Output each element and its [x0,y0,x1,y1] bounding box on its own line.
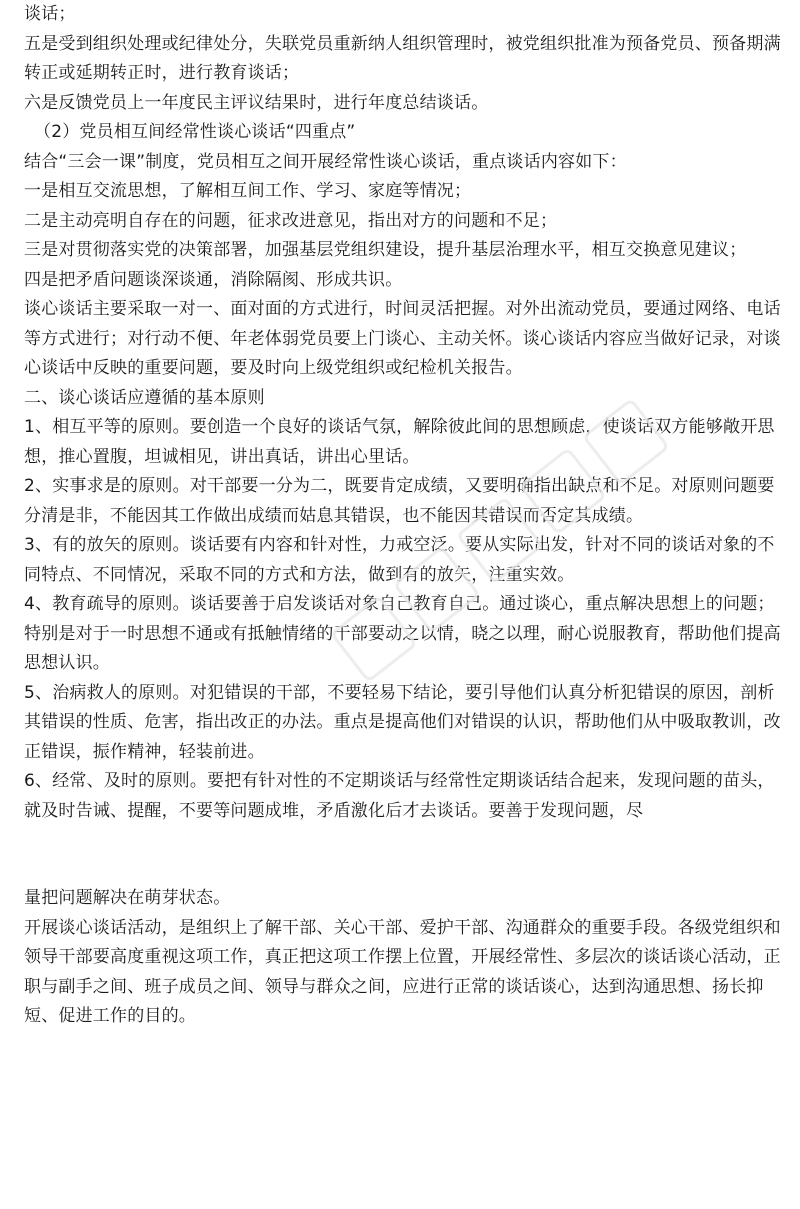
paragraph: 六是反馈党员上一年度民主评议结果时，进行年度总结谈话。 [24,92,489,113]
principle-item: 1、相互平等的原则。要创造一个良好的谈话气氛，解除彼此间的思想顾虑，使谈话双方能够敞开思想，推心置腹，坦诚相见，讲出真话，讲出心里话。 [24,417,775,467]
document-body [24,0,784,1032]
paragraph: 谈话； [24,4,76,24]
paragraph: 开展谈心谈话活动，是组织上了解干部、关心干部、爱护干部、沟通群众的重要手段。各级党组织和领导干部要高度重视这项工作，真正把这项工作摆上位置，开展经常性、多层次的谈话谈心活动，正职与副手之间、班子成员之间、领导与群众之间，应进行正常的谈话谈心，达到沟通思想、扬长抑短、促进工作的目的。 [24,917,781,1026]
principle-item: 4、教育疏导的原则。谈话要善于启发谈话对象自己教育自己。通过谈心，重点解决思想上的问题；特别是对于一时思想不通或有抵触情绪的干部要动之以情，晓之以理，耐心说服教育，帮助他们提高思想认识。 [24,594,781,673]
section-subheading: （2）党员相互间经常性谈心谈话“四重点” [34,122,356,142]
principle-item: 6、经常、及时的原则。要把有针对性的不定期谈话与经常性定期谈话结合起来，发现问题的苗头，就及时告诫、提醒，不要等问题成堆，矛盾激化后才去谈话。要善于发现问题，尽 [24,771,775,821]
paragraph: 谈心谈话主要采取一对一、面对面的方式进行，时间灵活把握。对外出流动党员，要通过网络、电话等方式进行；对行动不便、年老体弱党员要上门谈心、主动关怀。谈心谈话内容应当做好记录，对谈心谈话中反映的重要问题，要及时向上级党组织或纪检机关报告。 [24,299,781,378]
paragraph: 结合“三会一课”制度，党员相互之间开展经常性谈心谈话，重点谈话内容如下： [24,151,627,172]
paragraph: 二是主动亮明自存在的问题，征求改进意见，指出对方的问题和不足； [24,210,558,231]
principle-item: 3、有的放矢的原则。谈话要有内容和针对性，力戒空泛。要从实际出发，针对不同的谈话对象的不同特点、不同情况，采取不同的方式和方法，做到有的放矢，注重实效。 [24,535,775,585]
principle-item: 5、治病救人的原则。对犯错误的干部，不要轻易下结论，要引导他们认真分析犯错误的原因，剖析其错误的性质、危害，指出改正的办法。重点是提高他们对错误的认识，帮助他们从中吸取教训，改正错误，振作精神，轻装前进。 [24,682,781,762]
paragraph: 量把问题解决在萌芽状态。 [24,888,231,908]
paragraph: 三是对贯彻落实党的决策部署，加强基层党组织建设，提升基层治理水平，相互交换意见建议； [24,240,747,260]
paragraph: 四是把矛盾问题谈深谈通，消除隔阂、形成共识。 [24,269,403,290]
section-heading: 二、谈心谈话应遵循的基本原则 [24,387,265,408]
paragraph: 一是相互交流思想，了解相互间工作、学习、家庭等情况； [24,181,472,201]
page-break-gap [24,826,784,884]
paragraph: 五是受到组织处理或纪律处分，失联党员重新纳人组织管理时，被党组织批准为预备党员、预备期满转正或延期转正时，进行教育谈话； [24,33,781,83]
principle-item: 2、实事求是的原则。对干部要一分为二，既要肯定成绩，又要明确指出缺点和不足。对原则问题要分清是非，不能因其工作做出成绩而姑息其错误，也不能因其错误而否定其成绩。 [24,476,775,526]
